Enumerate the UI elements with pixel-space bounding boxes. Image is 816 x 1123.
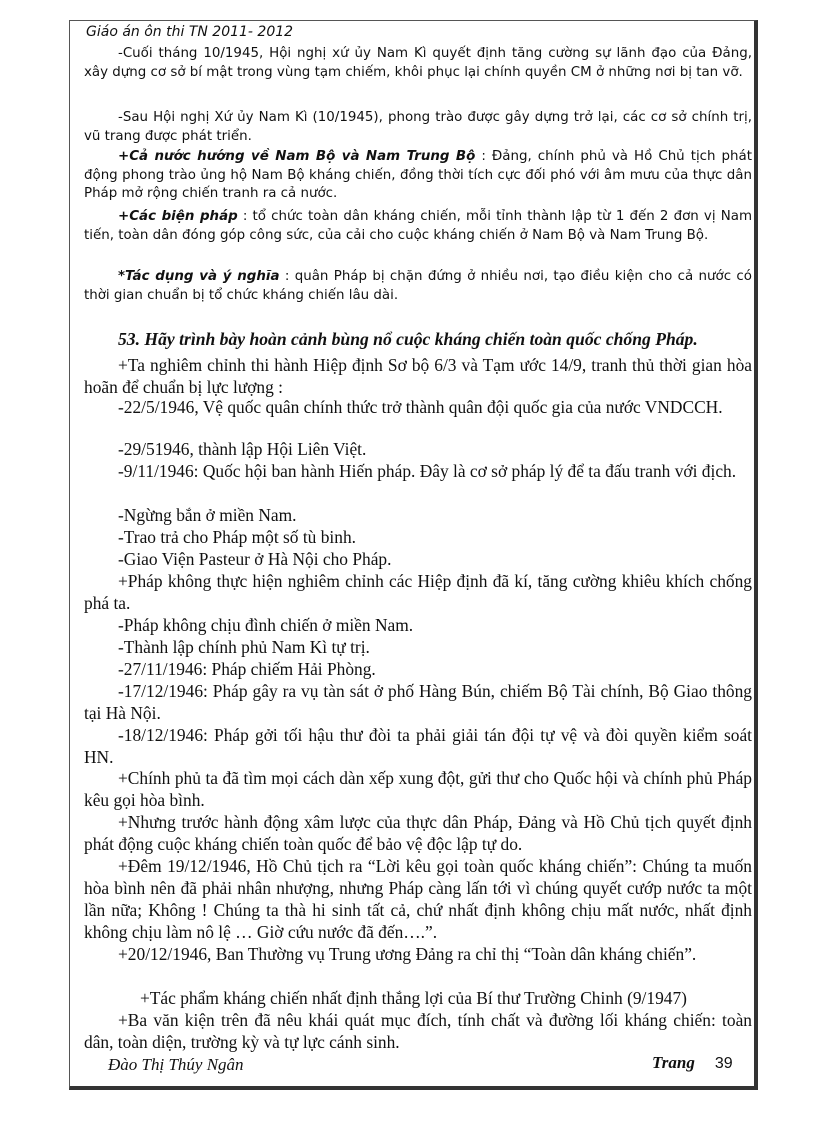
line: +Tác phẩm kháng chiến nhất định thắng lợi của Bí thư Trường Chinh (9/1947) (140, 988, 687, 1008)
paragraph-text: : tổ chức toàn dân kháng chiến, mỗi tỉnh thành lập từ 1 đến 2 đơn vị Nam tiến, toàn dân đóng góp công sức, của cải cho cuộc kháng chiến ở Nam Bộ và Nam Trung Bộ. (84, 209, 753, 243)
page-label: Trang (652, 1053, 695, 1072)
paragraph-text: : Đảng, chính phủ và Hồ Chủ tịch phát động phong trào ủng hộ Nam Bộ kháng chiến, đồng thời tích cực đối phó với âm mưu của thực dân Pháp mở rộng chiến tranh ra cả nước. (84, 149, 752, 201)
page-number: 39 (714, 1055, 733, 1072)
paragraph: -Cuối tháng 10/1945, Hội nghị xứ ủy Nam Kì quyết định tăng cường sự lãnh đạo của Đảng, xây dựng cơ sở bí mật trong vùng tạm chiếm, khôi phục lại chính quyền CM ở những nơi bị tan vỡ. (84, 46, 752, 80)
bold-label: *Tác dụng và ý nghĩa (118, 269, 280, 284)
line: -29/51946, thành lập Hội Liên Việt. (118, 439, 367, 459)
bold-label: +Các biện pháp (118, 209, 238, 224)
paragraph-text: : quân Pháp bị chặn đứng ở nhiều nơi, tạo điều kiện cho cả nước có thời gian chuẩn bị tổ chức kháng chiến lâu dài. (84, 269, 752, 303)
paragraph (84, 148, 752, 204)
line: -Ngừng bắn ở miền Nam. (118, 505, 297, 525)
page-header: Giáo án ôn thi TN 2011- 2012 (86, 24, 294, 40)
line: -Pháp không chịu đình chiến ở miền Nam. (118, 615, 414, 635)
paragraph: -Sau Hội nghị Xứ ủy Nam Kì (10/1945), phong trào được gây dựng trở lại, các cơ sở chính trị, vũ trang được phát triển. (84, 110, 752, 144)
question-heading: 53. Hãy trình bày hoàn cảnh bùng nổ cuộc kháng chiến toàn quốc chống Pháp. (118, 329, 698, 349)
bold-label: +Cả nước hướng về Nam Bộ và Nam Trung Bộ (118, 149, 476, 164)
line: +20/12/1946, Ban Thường vụ Trung ương Đảng ra chỉ thị “Toàn dân kháng chiến”. (118, 944, 697, 964)
footer-page (652, 1053, 733, 1073)
footer-author: Đào Thị Thúy Ngân (108, 1055, 244, 1074)
line: +Ta nghiêm chỉnh thi hành Hiệp định Sơ bộ 6/3 và Tạm ước 14/9, tranh thủ thời gian hòa hoãn để chuẩn bị lực lượng : (84, 355, 752, 397)
line: +Chính phủ ta đã tìm mọi cách dàn xếp xung đột, gửi thư cho Quốc hội và chính phủ Pháp kêu gọi hòa bình. (84, 768, 752, 810)
line: -Thành lập chính phủ Nam Kì tự trị. (118, 637, 370, 657)
line: -22/5/1946, Vệ quốc quân chính thức trở thành quân đội quốc gia của nước VNDCCH. (118, 397, 723, 417)
paragraph (84, 208, 752, 245)
line: -Giao Viện Pasteur ở Hà Nội cho Pháp. (118, 549, 392, 569)
line: +Nhưng trước hành động xâm lược của thực dân Pháp, Đảng và Hồ Chủ tịch quyết định phát động cuộc kháng chiến toàn quốc để bảo vệ độc lập tự do. (84, 812, 752, 854)
line: -9/11/1946: Quốc hội ban hành Hiến pháp. Đây là cơ sở pháp lý để ta đấu tranh với địch. (118, 461, 737, 481)
line: +Pháp không thực hiện nghiêm chỉnh các Hiệp định đã kí, tăng cường khiêu khích chống phá ta. (84, 571, 752, 613)
line: -27/11/1946: Pháp chiếm Hải Phòng. (118, 659, 376, 679)
line: +Đêm 19/12/1946, Hồ Chủ tịch ra “Lời kêu gọi toàn quốc kháng chiến”: Chúng ta muốn hòa bình nên đã phải nhân nhượng, nhưng Pháp càng lấn tới vì chúng quyết cướp nước ta một lần nữa; Không ! Chúng ta thà hi sinh tất cả, chứ nhất định không chịu mất nước, nhất định không chịu làm nô lệ … Giờ cứu nước đã đến….”. (84, 856, 752, 942)
paragraph (84, 268, 752, 305)
line: +Ba văn kiện trên đã nêu khái quát mục đích, tính chất và đường lối kháng chiến: toàn dân, toàn diện, trường kỳ và tự lực cánh sinh. (84, 1010, 752, 1052)
line: -18/12/1946: Pháp gởi tối hậu thư đòi ta phải giải tán đội tự vệ và đòi quyền kiểm soát HN. (84, 725, 752, 767)
line: -17/12/1946: Pháp gây ra vụ tàn sát ở phố Hàng Bún, chiếm Bộ Tài chính, Bộ Giao thông tại Hà Nội. (84, 681, 752, 723)
line: -Trao trả cho Pháp một số tù binh. (118, 527, 356, 547)
